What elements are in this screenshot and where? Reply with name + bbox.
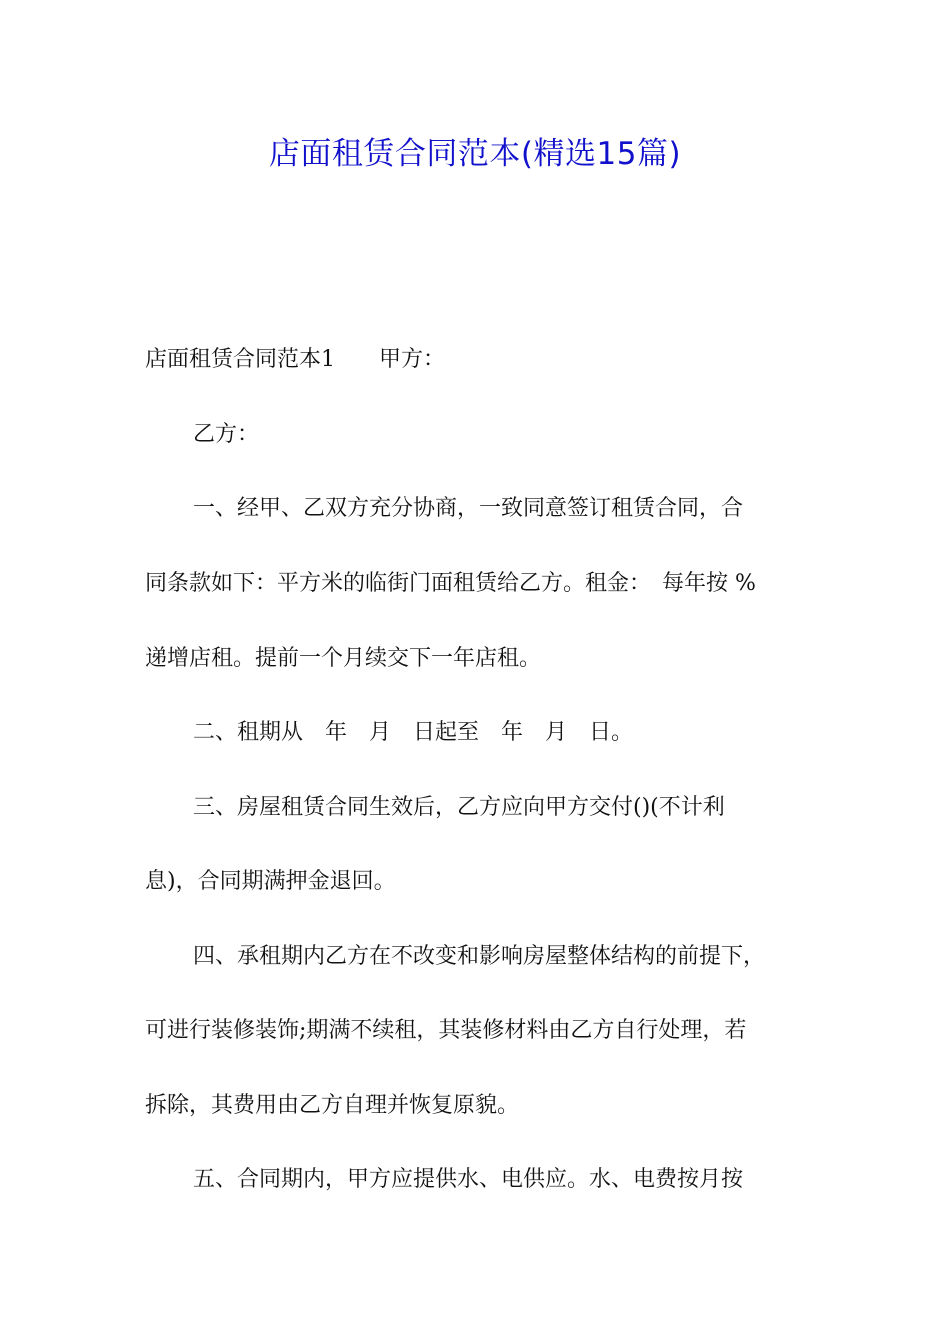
clause-1-line-2: 同条款如下：平方米的临街门面租赁给乙方。租金： 每年按 % — [145, 571, 756, 596]
clause-1-line-3: 递增店租。提前一个月续交下一年店租。 — [145, 646, 542, 671]
clause-4-line-2: 可进行装修装饰;期满不续租，其装修材料由乙方自行处理，若 — [145, 1018, 747, 1043]
clause-3-line-1: 三、房屋租赁合同生效后，乙方应向甲方交付()(不计利 — [193, 795, 725, 820]
clause-1-line-1: 一、经甲、乙双方充分协商，一致同意签订租赁合同，合 — [193, 496, 744, 521]
clause-5-line-1: 五、合同期内，甲方应提供水、电供应。水、电费按月按 — [193, 1167, 744, 1192]
clause-2-line-1: 二、租期从 年 月 日起至 年 月 日。 — [193, 720, 634, 745]
party-b-line: 乙方： — [193, 422, 260, 447]
contract-heading-line: 店面租赁合同范本1 甲方： — [145, 347, 445, 372]
clause-4-line-1: 四、承租期内乙方在不改变和影响房屋整体结构的前提下， — [193, 944, 766, 969]
clause-4-line-3: 拆除，其费用由乙方自理并恢复原貌。 — [145, 1093, 520, 1118]
document-title: 店面租赁合同范本(精选15篇) — [268, 136, 682, 172]
clause-3-line-2: 息)，合同期满押金退回。 — [145, 869, 396, 894]
